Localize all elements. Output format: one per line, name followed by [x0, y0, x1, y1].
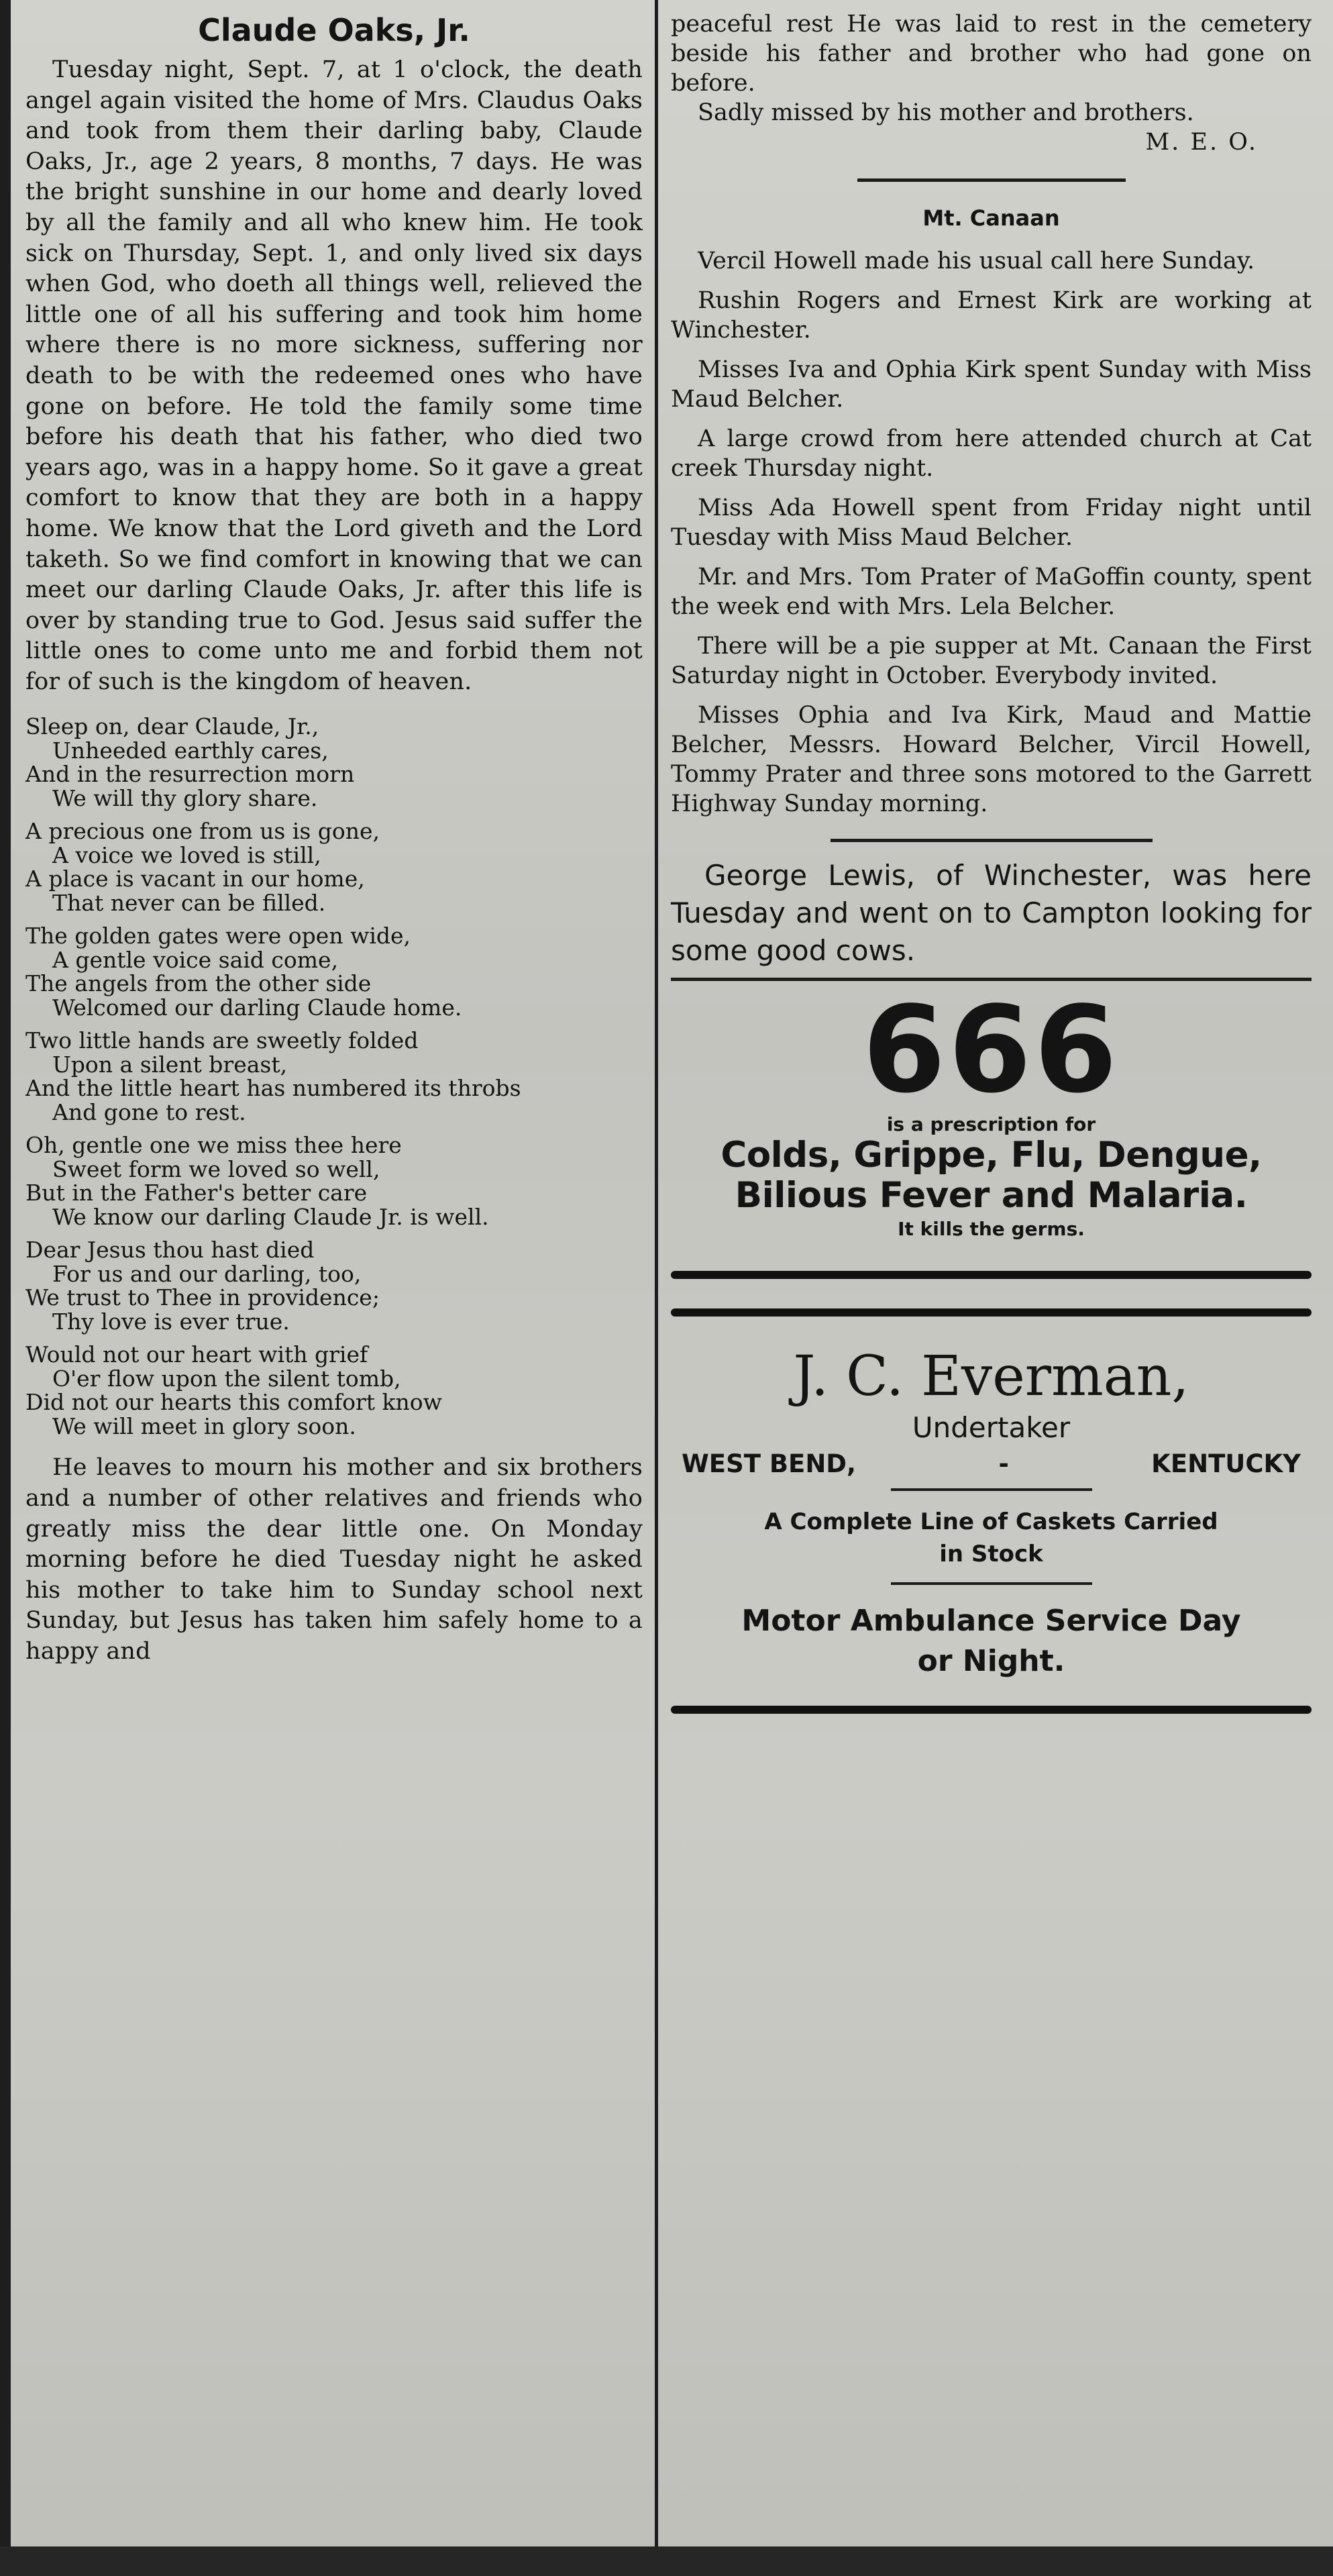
ad-666-line2: Bilious Fever and Malaria. [735, 1175, 1248, 1216]
everman-city: WEST BEND, [682, 1449, 857, 1478]
george-lewis-item: George Lewis, of Winchester, was here Tuesday and went on to Campton looking for some good cows. [671, 859, 1312, 967]
poem-line: We trust to Thee in providence; [25, 1284, 380, 1311]
news-item: Misses Ophia and Iva Kirk, Maud and Mattie Belcher, Messrs. Howard Belcher, Vircil Howell, Tommy Prater and three sons motored to the Garrett Highway Sunday morning. [671, 702, 1312, 817]
everman-motor-1: Motor Ambulance Service Day [741, 1604, 1241, 1638]
section-rule [857, 178, 1126, 182]
everman-sep: - [998, 1449, 1009, 1478]
bottom-rule [0, 2546, 1333, 2576]
poem-line: For us and our darling, too, [52, 1260, 362, 1287]
section-rule [891, 1582, 1092, 1585]
poem-stanza [25, 1343, 643, 1438]
poem-line: And in the resurrection morn [25, 761, 355, 788]
news-item: A large crowd from here attended church at Cat creek Thursday night. [671, 425, 1312, 482]
section-rule [831, 839, 1153, 842]
ad-666-tagline: is a prescription for [886, 1113, 1096, 1135]
obituary-signature: M. E. O. [1145, 129, 1258, 156]
left-column [25, 9, 643, 1667]
ad-666-number: 666 [862, 980, 1120, 1119]
poem-line: A gentle voice said come, [52, 946, 339, 973]
news-item: Vercil Howell made his usual call here Sunday. [698, 248, 1255, 274]
poem-line: Unheeded earthly cares, [52, 737, 329, 764]
ad-border [671, 1706, 1312, 1714]
ad-666-line3: It kills the germs. [898, 1218, 1085, 1240]
news-item: Rushin Rogers and Ernest Kirk are working at Winchester. [671, 287, 1312, 344]
column-divider [655, 0, 658, 2546]
poem-line: But in the Father's better care [25, 1180, 368, 1206]
everman-caskets-2: in Stock [939, 1541, 1043, 1567]
ad-666-line1: Colds, Grippe, Flu, Dengue, [721, 1135, 1262, 1176]
right-column [671, 9, 1312, 1714]
news-item: Misses Iva and Ophia Kirk spent Sunday with Miss Maud Belcher. [671, 356, 1312, 413]
everman-location [671, 1447, 1312, 1482]
poem-line: A place is vacant in our home, [25, 866, 365, 892]
page-edge [0, 0, 11, 2576]
everman-state: KENTUCKY [1151, 1449, 1301, 1478]
poem-line: Welcomed our darling Claude home. [52, 994, 462, 1021]
obituary-continued: peaceful rest He was laid to rest in the cemetery beside his father and brother who had gone on before. [671, 11, 1312, 97]
poem-line: Upon a silent breast, [52, 1051, 288, 1078]
ad-everman [671, 1308, 1312, 1714]
poem-line: Dear Jesus thou hast died [25, 1237, 315, 1264]
poem-line: Did not our hearts this comfort know [25, 1389, 442, 1416]
poem-line: That never can be filled. [52, 889, 326, 916]
poem-line: Sweet form we loved so well, [52, 1155, 380, 1182]
obituary-title: Claude Oaks, Jr. [198, 12, 470, 48]
poem-line: Sleep on, dear Claude, Jr., [25, 713, 319, 740]
poem-stanza [25, 819, 643, 915]
everman-name: J. C. Everman, [793, 1345, 1189, 1408]
poem-line: The angels from the other side [25, 970, 372, 997]
obituary-missed: Sadly missed by his mother and brothers. [698, 99, 1194, 126]
news-item: There will be a pie supper at Mt. Canaan the First Saturday night in October. Everybody invited. [671, 633, 1312, 689]
poem-line: A voice we loved is still, [52, 841, 321, 868]
ad-border [671, 1271, 1312, 1279]
poem-line: Would not our heart with grief [25, 1341, 368, 1368]
poem-stanza [25, 924, 643, 1019]
obituary-intro: Tuesday night, Sept. 7, at 1 o'clock, the death angel again visited the home of Mrs. Claudus Oaks and took from them their darling baby, Claude Oaks, Jr., age 2 years, 8 months, 7 days. He was the bright sunshine in our home and dearly loved by all the family and all who knew him. He took sick on Thursday, Sept. 1, and only lived six days when God, who doeth all things well, relieved the little one of all his suffering and took him home where there is no more sickness, suffering nor death to be with the redeemed ones who have gone on before. He told the family some time before his death that his father, who died two years ago, was in a happy home. So it gave a great comfort to know that they are both in a happy home. We know that the Lord giveth and the Lord taketh. So we find comfort in knowing that we can meet our darling Claude Oaks, Jr. after this life is over by standing true to God. Jesus said suffer the little ones to come unto me and forbid them not for of such is the kingdom of heaven. [25, 56, 643, 695]
poem-line: The golden gates were open wide, [25, 923, 411, 949]
poem-line: We will meet in glory soon. [52, 1412, 356, 1439]
poem-line: And gone to rest. [52, 1098, 246, 1125]
poem-line: We know our darling Claude Jr. is well. [52, 1203, 489, 1230]
poem-line: O'er flow upon the silent tomb, [52, 1365, 401, 1392]
news-item: Miss Ada Howell spent from Friday night until Tuesday with Miss Maud Belcher. [671, 495, 1312, 551]
poem-line: Two little hands are sweetly folded [25, 1027, 419, 1054]
everman-motor-2: or Night. [917, 1644, 1065, 1678]
poem-stanza [25, 1133, 643, 1229]
poem-stanza [25, 715, 643, 810]
poem-line: And the little heart has numbered its throbs [25, 1075, 521, 1102]
obituary-poem [25, 715, 643, 1438]
everman-title: Undertaker [912, 1411, 1071, 1444]
everman-caskets-1: A Complete Line of Caskets Carried [764, 1508, 1218, 1535]
poem-line: We will thy glory share. [52, 784, 318, 811]
poem-stanza [25, 1238, 643, 1333]
poem-line: Thy love is ever true. [52, 1308, 290, 1335]
news-item: Mr. and Mrs. Tom Prater of MaGoffin county, spent the week end with Mrs. Lela Belcher. [671, 564, 1312, 620]
section-rule [891, 1488, 1092, 1491]
poem-line: A precious one from us is gone, [25, 818, 380, 845]
poem-stanza [25, 1029, 643, 1124]
ad-border [671, 1308, 1312, 1317]
ad-666 [671, 978, 1312, 1279]
obituary-closing: He leaves to mourn his mother and six brothers and a number of other relatives and friends who greatly miss the dear little one. On Monday morning before he died Tuesday night he asked his mother to take him to Sunday school next Sunday, but Jesus has taken him safely home to a happy and [25, 1454, 643, 1665]
poem-line: Oh, gentle one we miss thee here [25, 1132, 402, 1159]
mt-canaan-title: Mt. Canaan [922, 205, 1060, 231]
